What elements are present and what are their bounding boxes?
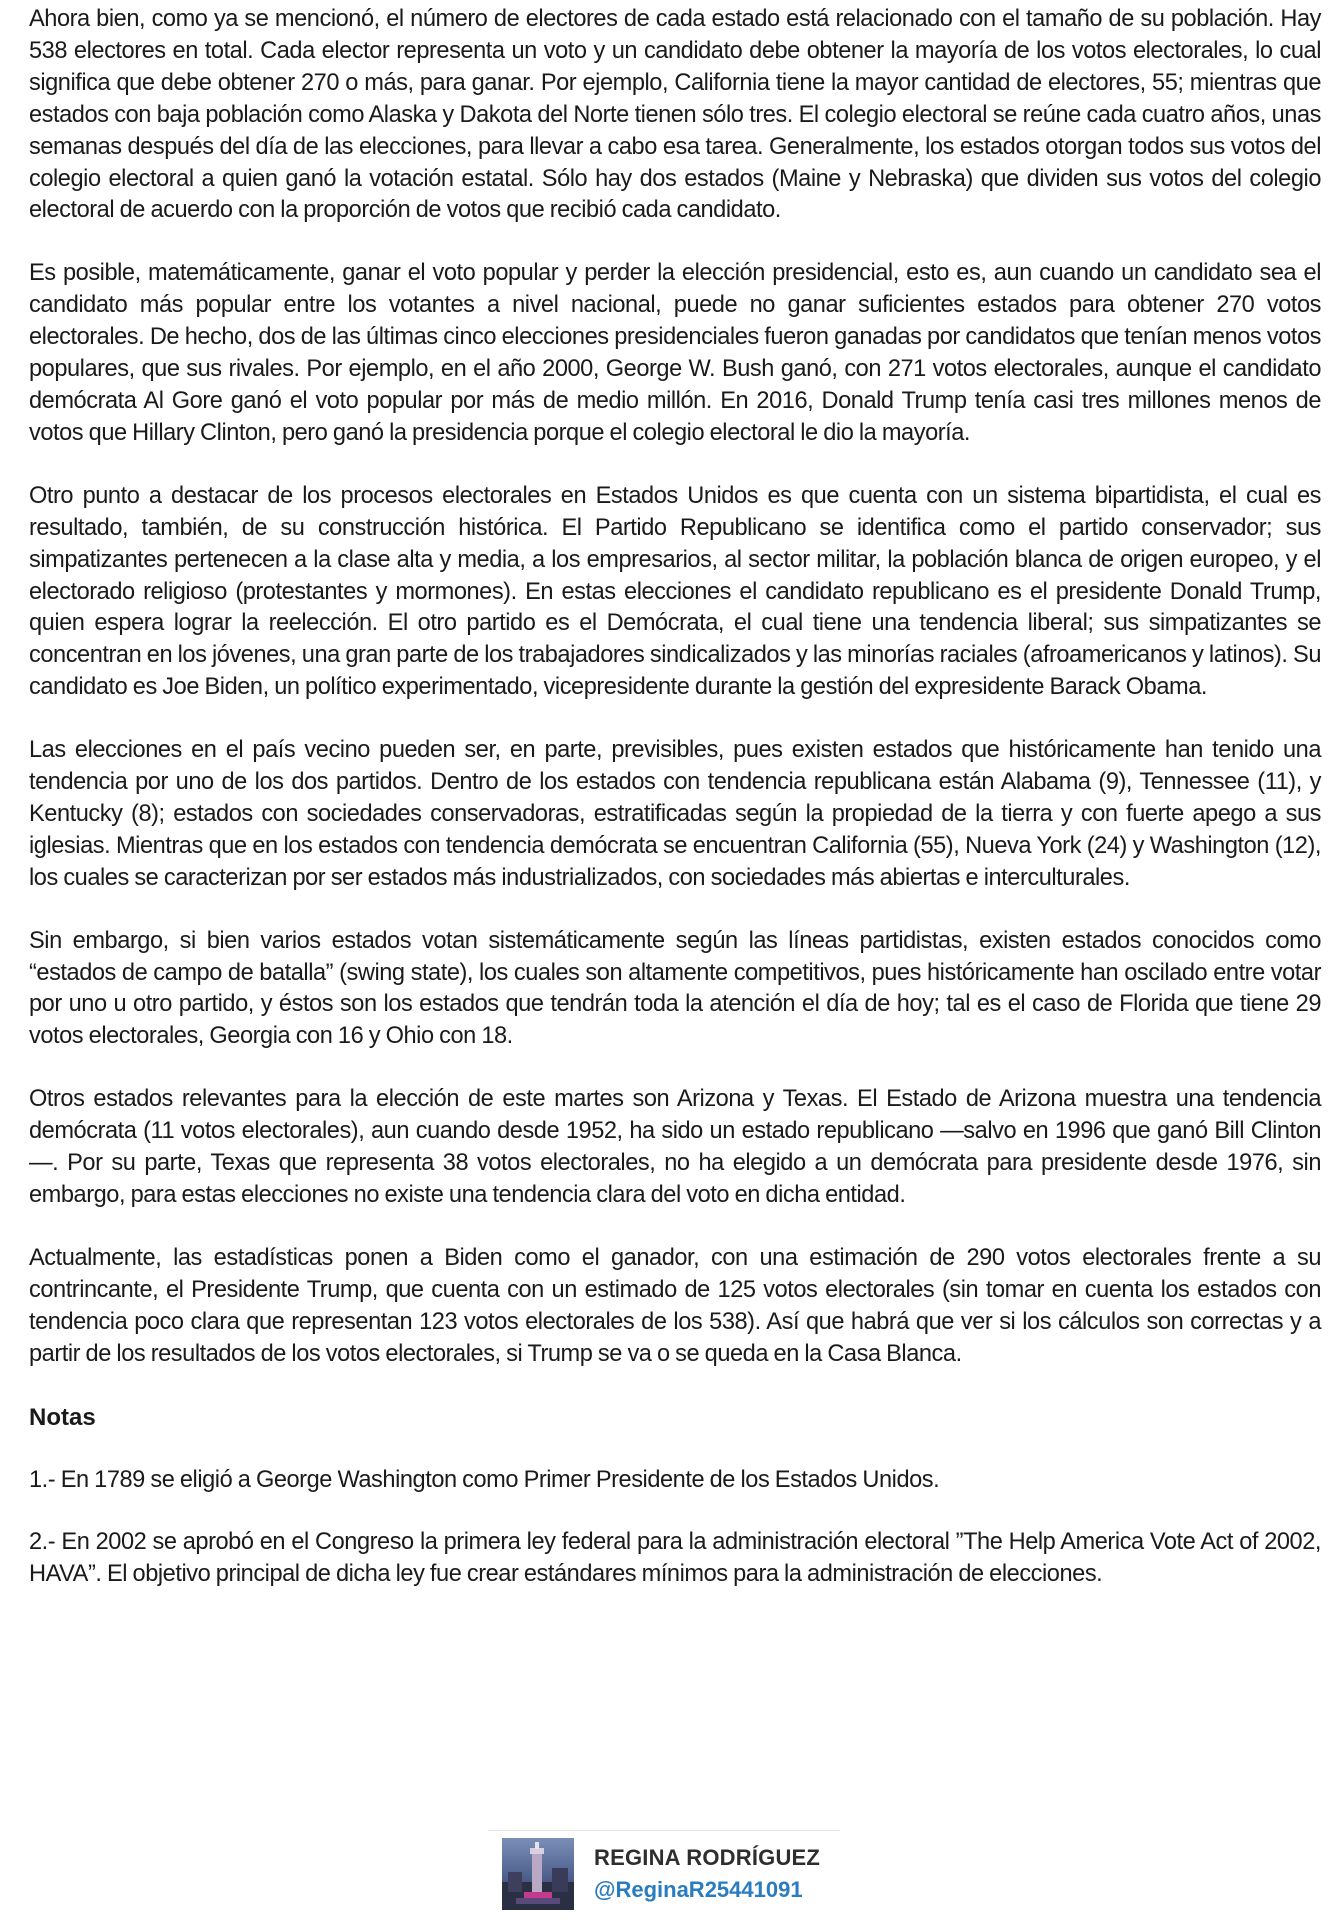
notes-heading: Notas — [29, 1403, 96, 1431]
note-item: 1.- En 1789 se eligió a George Washington como Primer Presidente de los Estados Unidos. — [29, 1466, 940, 1493]
author-handle[interactable]: @ReginaR25441091 — [594, 1877, 803, 1902]
author-photo-image — [502, 1838, 574, 1910]
paragraph-swing-states: Sin embargo, si bien varios estados votan sistemáticamente según las líneas partidistas, existen estados conocidos como “estados de campo de batalla” (swing state), los cuales son altamente competitivos, pues históricamente han oscilado entre votar por uno u otro partido, y éstos son los estados que tendrán toda la atención el día de hoy; tal es el caso de Florida que tiene 29 votos electorales, Georgia con 16 y Ohio con 18. — [29, 927, 1321, 1050]
note-item: 2.- En 2002 se aprobó en el Congreso la primera ley federal para la administración electoral ”The Help America Vote Act of 2002, HAVA”. El objetivo principal de dicha ley fue crear estándares mínimos para la administración de elecciones. — [29, 1529, 1321, 1588]
paragraph-electors: Ahora bien, como ya se mencionó, el número de electores de cada estado está relacionado con el tamaño de su población. Hay 538 electores en total. Cada elector representa un voto y un candidato debe obtener la mayoría de los votos electorales, lo cual significa que debe obtener 270 o más, para ganar. Por ejemplo, California tiene la mayor cantidad de electores, 55; mientras que estados con baja población como Alaska y Dakota del Norte tienen sólo tres. El colegio electoral se reúne cada cuatro años, unas semanas después del día de las elecciones, para llevar a cabo esa tarea. Generalmente, los estados otorgan todos sus votos del colegio electoral a quien ganó la votación estatal. Sólo hay dos estados (Maine y Nebraska) que dividen sus votos del colegio electoral de acuerdo con la proporción de votos que recibió cada candidato. — [29, 6, 1321, 224]
article-body — [29, 4, 1321, 1622]
paragraph-arizona-texas: Otros estados relevantes para la elección de este martes son Arizona y Texas. El Estado de Arizona muestra una tendencia demócrata (11 votos electorales), aun cuando desde 1952, ha sido un estado republicano —salvo en 1996 que ganó Bill Clinton—. Por su parte, Texas que representa 38 votos electorales, no ha elegido a un demócrata para presidente desde 1976, sin embargo, para estas elecciones no existe una tendencia clara del voto en dicha entidad. — [29, 1086, 1321, 1208]
author-text — [594, 1842, 820, 1906]
paragraph-bipartisan-system: Otro punto a destacar de los procesos electorales en Estados Unidos es que cuenta con un sistema bipartidista, el cual es resultado, también, de su construcción histórica. El Partido Republicano se identifica como el partido conservador; sus simpatizantes pertenecen a la clase alta y media, a los empresarios, al sector militar, la población blanca de origen europeo, y el electorado religioso (protestantes y mormones). En estas elecciones el candidato republicano es el presidente Donald Trump, quien espera lograr la reelección. El otro partido es el Demócrata, el cual tiene una tendencia liberal; sus simpatizantes se concentran en los jóvenes, una gran parte de los trabajadores sindicalizados y las minorías raciales (afroamericanos y latinos). Su candidato es Joe Biden, un político experimentado, vicepresidente durante la gestión del expresidente Barack Obama. — [29, 482, 1321, 701]
author-name: REGINA RODRÍGUEZ — [594, 1845, 821, 1870]
paragraph-current-estimates: Actualmente, las estadísticas ponen a Biden como el ganador, con una estimación de 290 votos electorales frente a su contrincante, el Presidente Trump, que cuenta con un estimado de 125 votos electorales (sin tomar en cuenta los estados con tendencia poco clara que representan 123 votos electorales de los 538). Así que habrá que ver si los cálculos son correctas y a partir de los resultados de los votos electorales, si Trump se va o se queda en la Casa Blanca. — [29, 1244, 1321, 1367]
paragraph-state-tendencies: Las elecciones en el país vecino pueden ser, en parte, previsibles, pues existen estados que históricamente han tenido una tendencia por uno de los dos partidos. Dentro de los estados con tendencia republicana están Alabama (9), Tennessee (11), y Kentucky (8); estados con sociedades conservadoras, estratificadas según la propiedad de la tierra y con fuerte apego a sus iglesias. Mientras que en los estados con tendencia demócrata se encuentran California (55), Nueva York (24) y Washington (12), los cuales se caracterizan por ser estados más industrializados, con sociedades más abiertas e interculturales. — [29, 737, 1321, 891]
author-card — [488, 1830, 840, 1917]
avatar — [502, 1838, 574, 1910]
paragraph-popular-vote: Es posible, matemáticamente, ganar el voto popular y perder la elección presidencial, esto es, aun cuando un candidato sea el candidato más popular entre los votantes a nivel nacional, puede no ganar suficientes estados para obtener 270 votos electorales. De hecho, dos de las últimas cinco elecciones presidenciales fueron ganadas por candidatos que tenían menos votos populares, que sus rivales. Por ejemplo, en el año 2000, George W. Bush ganó, con 271 votos electorales, aunque el candidato demócrata Al Gore ganó el voto popular por más de medio millón. En 2016, Donald Trump tenía casi tres millones menos de votos que Hillary Clinton, pero ganó la presidencia porque el colegio electoral le dio la mayoría. — [29, 260, 1321, 446]
